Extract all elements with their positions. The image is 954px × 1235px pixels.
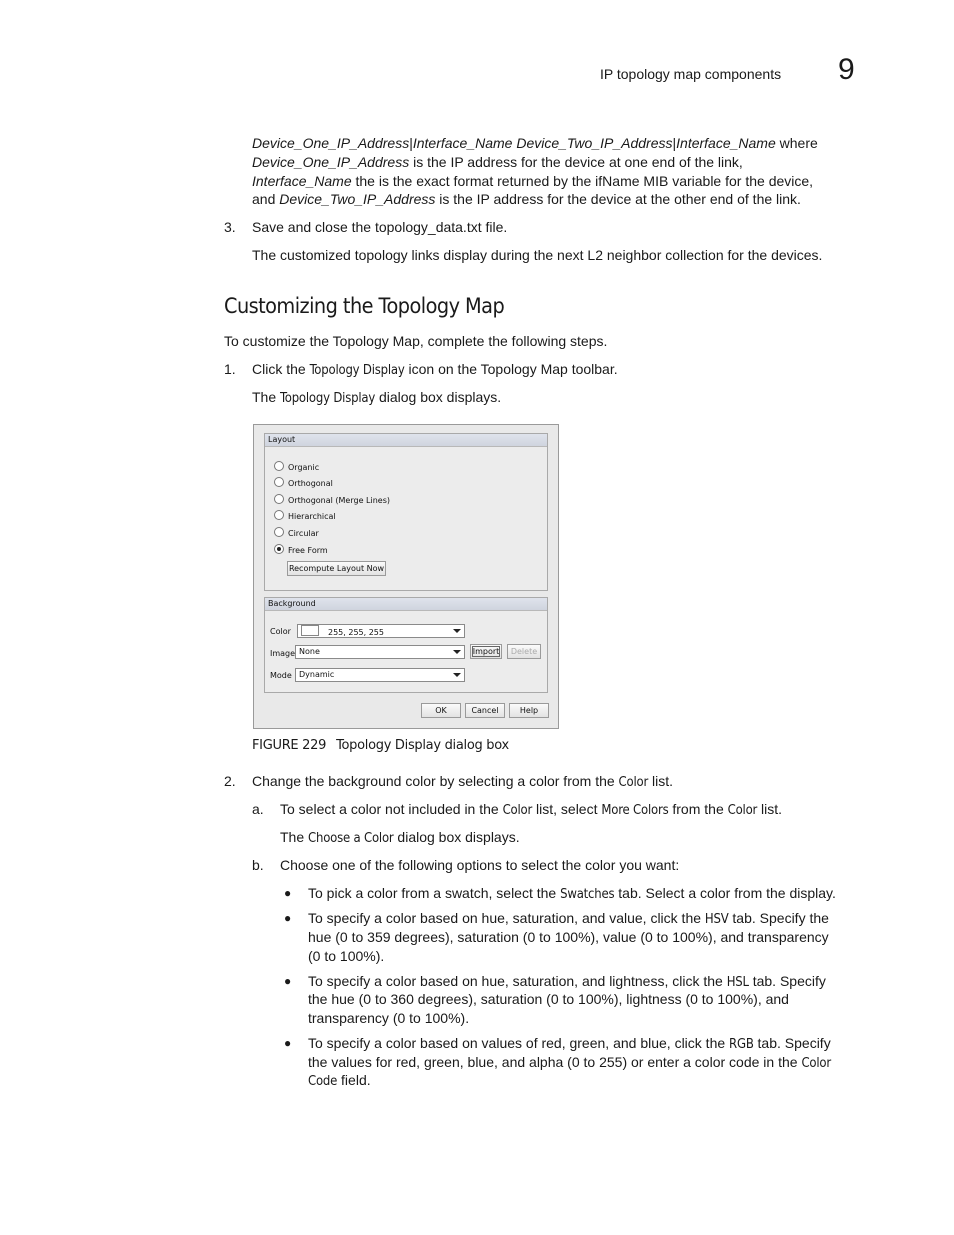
step-number: 3.: [224, 219, 236, 235]
radio-selected-icon: [274, 544, 284, 554]
ok-button[interactable]: OK: [421, 703, 461, 718]
bullet-icon: ●: [284, 911, 292, 925]
step-number: 2.: [224, 773, 236, 789]
radio-orthogonal-merge[interactable]: Orthogonal (Merge Lines): [274, 494, 390, 506]
radio-icon: [274, 461, 284, 471]
radio-hierarchical[interactable]: Hierarchical: [274, 510, 336, 522]
image-select[interactable]: None: [295, 645, 465, 659]
mode-label: Mode: [270, 671, 292, 680]
intro-line-4: and Device_Two_IP_Address is the IP address for the device at the other end of the link.: [252, 191, 801, 207]
step-number: 1.: [224, 361, 236, 377]
running-header: IP topology map components: [600, 66, 782, 82]
substep-note: The Choose a Color dialog box displays.: [280, 829, 520, 846]
radio-circular[interactable]: Circular: [274, 527, 319, 539]
substep-text: To select a color not included in the Color list, select More Colors from the Color list.: [280, 801, 783, 818]
layout-group-title: Layout: [265, 434, 547, 447]
chevron-down-icon: [453, 673, 461, 677]
step-note: The customized topology links display during the next L2 neighbor collection for the devices.: [252, 247, 823, 263]
step-text: Save and close the topology_data.txt file.: [252, 219, 508, 235]
bullet-text: (0 to 100%).: [308, 948, 385, 964]
radio-orthogonal[interactable]: Orthogonal: [274, 477, 333, 489]
color-label: Color: [270, 627, 291, 636]
substep-letter: a.: [252, 801, 264, 817]
bullet-text: To pick a color from a swatch, select the Swatches tab. Select a color from the display.: [308, 885, 836, 902]
bullet-text: hue (0 to 359 degrees), saturation (0 to 100%), value (0 to 100%), and transparency: [308, 929, 829, 945]
figure-caption: [252, 736, 509, 755]
help-button[interactable]: Help: [509, 703, 549, 718]
radio-icon: [274, 527, 284, 537]
intro-line-1: Device_One_IP_Address|Interface_Name Device_Two_IP_Address|Interface_Name where: [252, 135, 818, 151]
bullet-text: To specify a color based on hue, saturation, and lightness, click the HSL tab. Specify: [308, 973, 826, 990]
step-text: Click the Topology Display icon on the Topology Map toolbar.: [252, 361, 618, 378]
import-button[interactable]: Import: [470, 644, 502, 659]
section-heading: Customizing the Topology Map: [224, 294, 505, 318]
chapter-number: 9: [838, 53, 855, 86]
intro-line-3: Interface_Name the is the exact format returned by the ifName MIB variable for the device,: [252, 173, 814, 189]
recompute-layout-button[interactable]: Recompute Layout Now: [287, 561, 386, 576]
substep-letter: b.: [252, 857, 264, 873]
mode-select[interactable]: Dynamic: [295, 668, 465, 682]
background-group-title: Background: [265, 598, 547, 611]
background-group: [264, 597, 548, 693]
color-swatch: [301, 625, 319, 636]
image-label: Image: [270, 649, 296, 658]
bullet-text: To specify a color based on values of red, green, and blue, click the RGB tab. Specify: [308, 1035, 831, 1052]
radio-icon: [274, 477, 284, 487]
bullet-text: transparency (0 to 100%).: [308, 1010, 470, 1026]
section-intro: To customize the Topology Map, complete the following steps.: [224, 333, 608, 349]
chevron-down-icon: [453, 629, 461, 633]
color-select[interactable]: 255, 255, 255: [297, 624, 465, 638]
intro-line-2: Device_One_IP_Address is the IP address for the device at one end of the link,: [252, 154, 743, 170]
cancel-button[interactable]: Cancel: [465, 703, 505, 718]
step-text: Change the background color by selecting a color from the Color list.: [252, 773, 673, 790]
radio-free-form[interactable]: Free Form: [274, 544, 328, 556]
substep-text: Choose one of the following options to select the color you want:: [280, 857, 680, 873]
bullet-text: To specify a color based on hue, saturation, and value, click the HSV tab. Specify the: [308, 910, 829, 927]
figure-label: FIGURE 229: [252, 738, 327, 753]
figure-title: Topology Display dialog box: [336, 738, 509, 753]
radio-icon: [274, 494, 284, 504]
radio-icon: [274, 510, 284, 520]
bullet-icon: ●: [284, 1036, 292, 1050]
radio-organic[interactable]: Organic: [274, 461, 319, 473]
bullet-icon: ●: [284, 974, 292, 988]
layout-group: [264, 433, 548, 591]
step-note: The Topology Display dialog box displays.: [252, 389, 502, 406]
bullet-text: Code field.: [308, 1072, 371, 1089]
bullet-text: the hue (0 to 360 degrees), saturation (0 to 100%), lightness (0 to 100%), and: [308, 991, 789, 1007]
bullet-icon: ●: [284, 886, 292, 900]
bullet-text: the values for red, green, blue, and alpha (0 to 255) or enter a color code in the Color: [308, 1054, 831, 1071]
delete-button[interactable]: Delete: [507, 644, 541, 659]
chevron-down-icon: [453, 650, 461, 654]
topology-display-dialog: [253, 424, 559, 729]
